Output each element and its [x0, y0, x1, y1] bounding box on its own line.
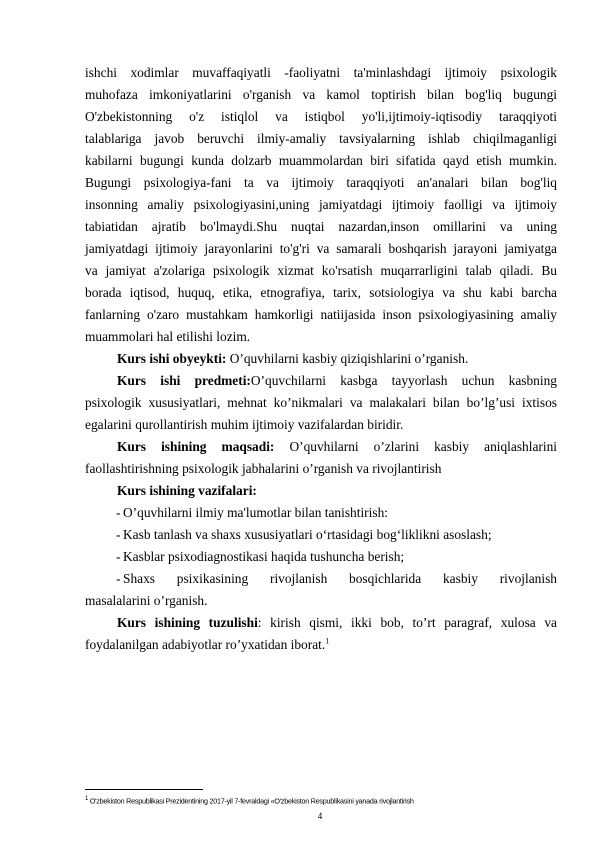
course-structure-text-end: foydalanilgan adabiyotlar ro’yxatidan iborat. [85, 637, 326, 652]
text-line: ishchi xodimlar muvaffaqiyatli -faoliyatni ta'minlashdagi ijtimoiy psixologik [85, 65, 557, 80]
footnote-divider [85, 789, 203, 790]
footnote-reference[interactable]: 1 [325, 636, 330, 646]
text-line: kabilarni bugungi kunda dolzarb muammolardan biri sifatida qayd etish mumkin. [85, 153, 557, 168]
text-line: Bugungi psixologiya-fani ta va ijtimoiy taraqqiyoti an'analari bilan bog'liq [85, 175, 557, 190]
list-item: Kasb tanlash va shaxs xususiyatlari o‘rtasidagi bog‘liklikni asoslash; [123, 527, 492, 542]
text-line [85, 637, 557, 653]
list-bullet: - [116, 571, 121, 586]
text-line: borada iqtisod, huquq, etika, etnografiya, tarix, sotsiologiya va shu kabi barcha [85, 285, 557, 300]
text-line: egalarini qurollantirish muhim ijtimoiy vazifalardan biridir. [85, 417, 404, 432]
course-goal [117, 439, 557, 455]
text-line: jamiyatdagi ijtimoiy jarayonlarini to'g'ri va samarali boshqarish jarayoni jamiyatga [85, 241, 557, 256]
text-line: insonning amaliy psixologiyasini,uning jamiyatdagi ijtimoiy faolligi va ijtimoiy [85, 197, 557, 212]
course-structure [117, 615, 557, 631]
list-item: O’quvhilarni ilmiy ma'lumotlar bilan tanishtirish: [123, 505, 388, 520]
list-bullet: - [116, 527, 121, 542]
list-bullet: - [116, 505, 121, 520]
course-goal-text: O’quvhilarni o’zlarini kasbiy aniqlashlarini [274, 439, 558, 454]
text-line: psixologik xususiyatlari, mehnat ko’nikmalari va malakalari bilan bo’lg’usi ixtisos [85, 395, 557, 410]
course-tasks-heading: Kurs ishining vazifalari: [117, 483, 257, 498]
list-item: Kasblar psixodiagnostikasi haqida tushuncha berish; [123, 549, 405, 564]
text-line: talablariga javob beruvchi ilmiy-amaliy tavsiyalarning ishlab chiqilmaganligi [85, 131, 557, 146]
list-bullet: - [116, 549, 121, 564]
page-number: 4 [317, 811, 323, 821]
text-line: va jamiyat a'zolariga psixologik xizmat ko'rsatish muqarrarligini talab qiladi. Bu [85, 263, 557, 278]
footnote-text: O'zbekiston Respublikasi Prezidentining 2017-yil 7-fevraldagi «O'zbekiston Respublikasini yanada rivojlantirish [88, 796, 414, 806]
text-line: fanlarning o'zaro mustahkam hamkorligi natiijasida inson psixologiyasining amaliy [85, 307, 557, 322]
course-subject-text: O’quvchilarni kasbga tayyorlash uchun kasbning [250, 373, 557, 388]
course-object [117, 351, 557, 367]
text-line: muammolari hal etilishi lozim. [85, 329, 251, 344]
text-line: tabiatidan ajratib bo'lmaydi.Shu nuqtai nazardan,inson omillarini va uning [85, 219, 557, 234]
text-line: masalalarini o’rganish. [85, 593, 208, 608]
course-goal-label: Kurs ishining maqsadi: [117, 439, 275, 454]
footnote [85, 794, 565, 806]
course-structure-text: : kirish qismi, ikki bob, to’rt paragraf, xulosa va [257, 615, 557, 630]
text-line: faollashtirishning psixologik jabhalarini o’rganish va rivojlantirish [85, 461, 442, 476]
course-subject-label: Kurs ishi predmeti: [117, 373, 251, 388]
course-object-label: Kurs ishi obyeykti: [117, 351, 227, 366]
footnote-number: 1 [85, 796, 89, 802]
course-subject [117, 373, 557, 389]
course-structure-label: Kurs ishining tuzulishi [117, 615, 258, 630]
text-line: O'zbekistonning o'z istiqlol va istiqbol yo'li,ijtimoiy-iqtisodiy taraqqiyoti [85, 109, 557, 124]
course-object-text: O’quvhilarni kasbiy qiziqishlarini o’rganish. [226, 351, 469, 366]
list-item: Shaxs psixikasining rivojlanish bosqichlarida kasbiy rivojlanish [123, 571, 557, 586]
text-line: muhofaza imkoniyatlarini o'rganish va kamol toptirish bilan bog'liq bugungi [85, 87, 557, 102]
